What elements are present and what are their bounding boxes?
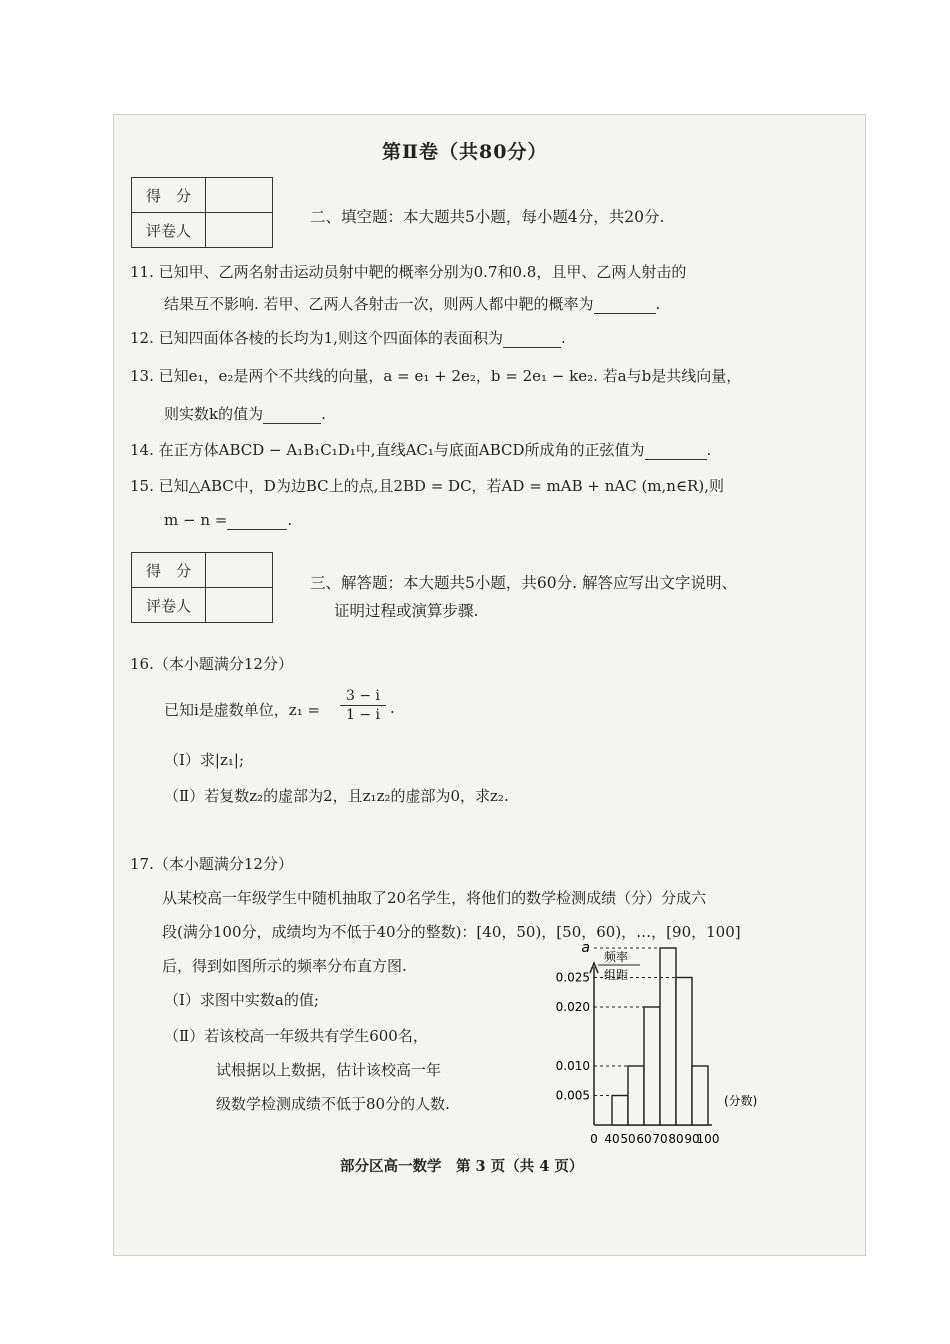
question-punct: . [655,295,661,313]
histogram-bar [660,948,676,1125]
fraction-numerator: 3 − i [340,688,386,706]
y-tick-label: 0.005 [555,1088,590,1103]
question-11-line2 [164,293,660,314]
y-tick-label: 0.010 [555,1059,590,1073]
q17-sub2-line1: （Ⅱ）若该校高一年级共有学生600名， [164,1027,428,1045]
question-13-line2 [164,403,326,424]
section-title: 第Ⅱ卷（共80分） [382,141,548,163]
answer-blank[interactable] [263,405,321,424]
x-tick-label: 90 [684,1132,700,1146]
answer-blank[interactable] [645,441,707,460]
x-tick-label: 80 [668,1132,684,1146]
question-13 [130,365,741,386]
histogram-bar [676,978,692,1126]
part3-header-line2: 证明过程或演算步骤. [334,602,479,620]
question-punct: . [287,511,293,529]
question-text: 已知△ABC中，D为边BC上的点,且2BD = DC，若AD = mAB + nAC (m,n∈R),则 [158,477,724,495]
answer-blank[interactable] [503,329,561,348]
q16-period: . [390,699,395,717]
x-axis-label: (分数) [724,1094,758,1108]
page-footer: 部分区高一数学 第 3 页（共 4 页） [340,1158,584,1175]
histogram-bar [644,1007,660,1125]
part3-header-line1: 三、解答题：本大题共5小题，共60分. 解答应写出文字说明、 [310,574,737,592]
q17-line1: 从某校高一年级学生中随机抽取了20名学生，将他们的数学检测成绩（分）分成六 [162,889,707,907]
q16-sub2: （Ⅱ）若复数z₂的虚部为2，且z₁z₂的虚部为0，求z₂. [164,787,509,805]
x-tick-label: 60 [636,1132,652,1146]
y-tick-label: 0.020 [555,1000,590,1014]
y-axis-label-top: 频率 [604,950,629,964]
part2-header: 二、填空题：本大题共5小题，每小题4分，共20分. [310,208,665,226]
question-text: 在正方体ABCD − A₁B₁C₁D₁中,直线AC₁与底面ABCD所成角的正弦值为 [158,441,645,459]
question-number: 13. [130,367,154,385]
frequency-histogram [534,940,824,1175]
grader-cell[interactable] [206,588,273,623]
y-tick-label: 0.025 [555,970,590,985]
grader-label: 评卷人 [132,588,206,623]
q17-title: 17.（本小题满分12分） [130,855,293,873]
q17-line2: 段(满分100分，成绩均为不低于40分的整数)：[40，50)，[50，60)，…，[90，100] [162,923,741,941]
exam-sheet [113,114,866,1256]
histogram-bar [612,1096,628,1126]
grader-cell[interactable] [206,213,273,248]
x-tick-label: 70 [652,1132,668,1146]
score-box-1 [131,177,273,248]
question-14 [130,439,711,460]
q17-sub2-line2: 试根据以上数据，估计该校高一年 [216,1061,442,1079]
question-number: 12. [130,329,154,347]
answer-blank[interactable] [227,511,287,530]
q17-line3: 后，得到如图所示的频率分布直方图. [162,957,407,975]
question-number: 11. [130,263,154,281]
y-tick-label: a [581,940,590,956]
x-tick-label: 40 [604,1132,620,1146]
question-text: m − n = [164,511,228,529]
histogram-bar [628,1066,644,1125]
question-number: 15. [130,477,154,495]
question-text: 已知四面体各棱的长均为1,则这个四面体的表面积为 [158,329,503,347]
question-punct: . [321,405,326,423]
y-axis-label-bottom: 组距 [604,968,629,982]
score-label: 得 分 [132,178,206,213]
question-11 [130,261,686,282]
grader-label: 评卷人 [132,213,206,248]
q16-title: 16.（本小题满分12分） [130,655,293,673]
score-label: 得 分 [132,553,206,588]
x-tick-label: 50 [620,1132,636,1146]
question-text: 已知甲、乙两名射击运动员射中靶的概率分别为0.7和0.8，且甲、乙两人射击的 [158,263,687,281]
q17-sub2-line3: 级数学检测成绩不低于80分的人数. [216,1095,450,1113]
question-punct: . [706,441,712,459]
score-box-2 [131,552,273,623]
q16-fraction [340,688,386,723]
score-cell[interactable] [206,178,273,213]
q16-sub1: （Ⅰ）求|z₁|; [164,751,245,769]
question-15 [130,475,724,496]
question-text: 结果互不影响. 若甲、乙两人各射击一次，则两人都中靶的概率为 [164,295,594,313]
answer-blank[interactable] [594,295,656,314]
x-tick-label: 100 [696,1132,720,1146]
question-text: 已知e₁，e₂是两个不共线的向量，a = e₁ + 2e₂，b = 2e₁ − ke₂. 若a与b是共线向量， [158,367,742,385]
question-punct: . [560,329,566,347]
question-text: 则实数k的值为 [164,405,264,423]
score-cell[interactable] [206,553,273,588]
q16-stem: 已知i是虚数单位，z₁ = [164,701,321,719]
question-15-line2 [164,511,292,530]
histogram-bar [692,1066,708,1125]
fraction-denominator: 1 − i [345,707,380,723]
question-number: 14. [130,441,154,459]
q17-sub1: （Ⅰ）求图中实数a的值; [164,991,319,1009]
x-tick-label: 0 [590,1132,598,1146]
question-12 [130,327,566,348]
